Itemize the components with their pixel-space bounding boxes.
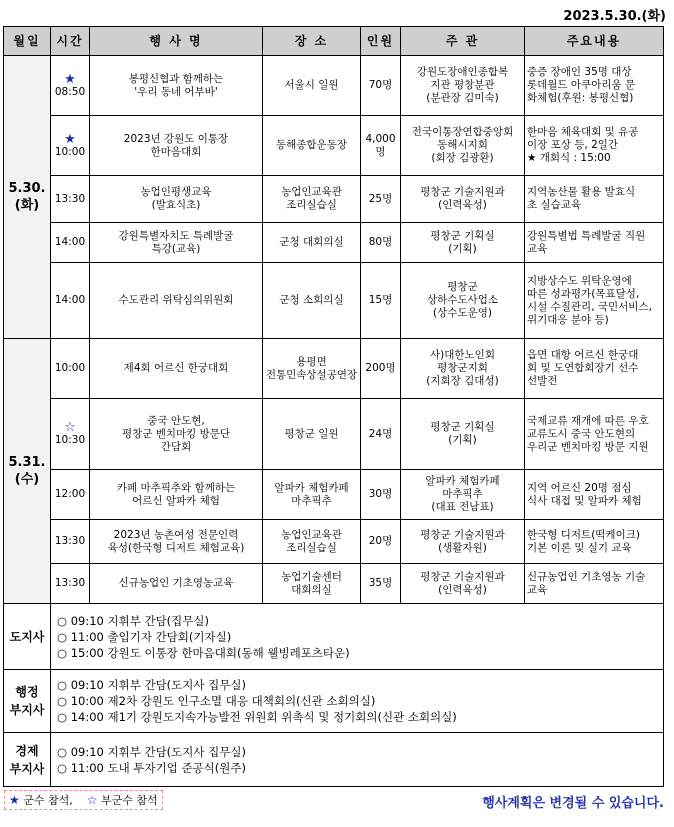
event-row bbox=[4, 520, 664, 564]
event-content-text: 국제교류 재개에 따른 우호 교류도시 중국 안도현의 우리군 벤치마킹 방문 지원 bbox=[527, 414, 649, 453]
filled-star-icon: ★ bbox=[9, 793, 20, 807]
event-content-text: 강원특별법 특례발굴 직원 교육 bbox=[527, 229, 646, 255]
event-content-text: 읍면 대항 어르신 한궁대 회 및 도연합회장기 선수 선발전 bbox=[527, 349, 639, 387]
event-people: 30명 bbox=[361, 470, 401, 520]
header-place: 장 소 bbox=[263, 27, 361, 56]
event-content bbox=[525, 263, 664, 339]
event-time bbox=[51, 223, 90, 263]
section-label: 행정 부지사 bbox=[4, 670, 51, 733]
event-content-text: 한마음 체육대회 및 유공 이장 포상 등, 2일간 bbox=[527, 126, 639, 151]
event-people: 15명 bbox=[361, 263, 401, 339]
event-place: 서울시 일원 bbox=[263, 56, 361, 116]
header-host: 주 관 bbox=[401, 27, 525, 56]
event-people: 25명 bbox=[361, 176, 401, 223]
header-row bbox=[4, 27, 664, 56]
event-name: 강원특별자치도 특례발굴 특강(교육) bbox=[90, 223, 263, 263]
event-time bbox=[51, 470, 90, 520]
event-time-value: 12:00 bbox=[54, 488, 86, 500]
event-place: 군청 소회의실 bbox=[263, 263, 361, 339]
event-time bbox=[51, 56, 90, 116]
event-name: 2023년 강원도 이통장 한마음대회 bbox=[90, 116, 263, 176]
event-content-text: 한국형 디저트(떡케이크) 기본 이론 및 실기 교육 bbox=[527, 528, 640, 554]
section-row bbox=[4, 604, 664, 670]
section-label: 경제 부지사 bbox=[4, 733, 51, 787]
section-row bbox=[4, 670, 664, 733]
document-date: 2023.5.30.(화) bbox=[563, 9, 666, 24]
event-row bbox=[4, 56, 664, 116]
header-people: 인원 bbox=[361, 27, 401, 56]
event-host: 평창군 기술지원과 (인력육성) bbox=[401, 176, 525, 223]
event-place: 농업기술센터 대회의실 bbox=[263, 564, 361, 604]
header-time: 시간 bbox=[51, 27, 90, 56]
event-row bbox=[4, 470, 664, 520]
event-content-extra: ★ 개회식 : 15:00 bbox=[527, 152, 611, 164]
header-date: 월일 bbox=[4, 27, 51, 56]
day-label: 5.31. (수) bbox=[4, 339, 51, 604]
event-name: 수도관리 위탁심의위원회 bbox=[90, 263, 263, 339]
event-place: 알파카 체험카페 마추픽추 bbox=[263, 470, 361, 520]
event-content bbox=[525, 116, 664, 176]
event-content bbox=[525, 520, 664, 564]
event-name: 봉평신협과 함께하는 '우리 동네 어부바' bbox=[90, 56, 263, 116]
event-host: 전국이통장연합중앙회 동해시지회 (회장 김광환) bbox=[401, 116, 525, 176]
event-people: 20명 bbox=[361, 520, 401, 564]
event-row bbox=[4, 176, 664, 223]
event-row bbox=[4, 263, 664, 339]
event-row bbox=[4, 339, 664, 399]
event-people: 80명 bbox=[361, 223, 401, 263]
event-row bbox=[4, 399, 664, 470]
event-content-text: 지방상수도 위탁운영에 따른 성과평가(목표달성, 시설 수질관리, 국민서비스, 위기대응 분야 등) bbox=[527, 274, 652, 326]
header-event: 행 사 명 bbox=[90, 27, 263, 56]
event-time-value: 14:00 bbox=[54, 236, 86, 248]
section-item: ○ 09:10 지휘부 간담(도지사 집무실) bbox=[57, 744, 246, 759]
change-notice: 행사계획은 변경될 수 있습니다. bbox=[482, 796, 664, 811]
event-people: 35명 bbox=[361, 564, 401, 604]
event-time-value: 10:30 bbox=[54, 434, 86, 446]
event-place: 평창군 일원 bbox=[263, 399, 361, 470]
section-item: ○ 15:00 강원도 이통장 한마음대회(동해 웰빙레포츠타운) bbox=[57, 645, 350, 660]
event-name: 제4회 어르신 한궁대회 bbox=[90, 339, 263, 399]
section-item: ○ 11:00 출입기자 간담회(기자실) bbox=[57, 629, 232, 644]
event-row bbox=[4, 116, 664, 176]
event-time bbox=[51, 520, 90, 564]
event-host: 평창군 상하수도사업소 (상수도운영) bbox=[401, 263, 525, 339]
event-content bbox=[525, 470, 664, 520]
event-time-value: 13:30 bbox=[54, 535, 86, 547]
header-content: 주요내용 bbox=[525, 27, 664, 56]
event-content-text: 중증 장애인 35명 대상 롯데월드 아쿠아리움 문 화체험(후원: 봉평신협) bbox=[527, 66, 636, 104]
event-host: 평창군 기획실 (기획) bbox=[401, 223, 525, 263]
event-time-value: 10:00 bbox=[54, 362, 86, 374]
day-label: 5.30. (화) bbox=[4, 56, 51, 339]
section-label: 도지사 bbox=[4, 604, 51, 670]
event-time bbox=[51, 399, 90, 470]
event-row bbox=[4, 564, 664, 604]
event-content bbox=[525, 176, 664, 223]
event-time-value: 13:30 bbox=[54, 577, 86, 589]
event-host: 평창군 기술지원과 (인력육성) bbox=[401, 564, 525, 604]
filled-star-icon: ★ bbox=[64, 131, 76, 147]
section-items bbox=[51, 670, 664, 733]
event-people: 24명 bbox=[361, 399, 401, 470]
event-place: 군청 대회의실 bbox=[263, 223, 361, 263]
event-host: 평창군 기술지원과 (생활자원) bbox=[401, 520, 525, 564]
event-name: 농업인평생교육 (발효식초) bbox=[90, 176, 263, 223]
event-place: 농업인교육관 조리실습실 bbox=[263, 520, 361, 564]
event-time bbox=[51, 564, 90, 604]
event-time bbox=[51, 176, 90, 223]
section-items bbox=[51, 733, 664, 787]
event-row bbox=[4, 223, 664, 263]
event-time-value: 10:00 bbox=[54, 145, 86, 158]
event-host: 알파카 체험카페 마추픽추 (대표 전남표) bbox=[401, 470, 525, 520]
event-people: 200명 bbox=[361, 339, 401, 399]
event-time bbox=[51, 116, 90, 176]
legend-filled-label: 군수 참석, bbox=[23, 794, 73, 807]
event-place: 농업인교육관 조리실습실 bbox=[263, 176, 361, 223]
event-content bbox=[525, 399, 664, 470]
event-content-text: 신규농업인 기초영농 기술 교육 bbox=[527, 570, 646, 596]
outline-star-icon: ☆ bbox=[64, 420, 76, 435]
event-time-value: 13:30 bbox=[54, 192, 86, 205]
event-time bbox=[51, 263, 90, 339]
legend bbox=[4, 790, 163, 810]
event-name: 중국 안도현, 평창군 벤치마킹 방문단 간담회 bbox=[90, 399, 263, 470]
section-item: ○ 11:00 도내 투자기업 준공식(원주) bbox=[57, 760, 246, 775]
event-content bbox=[525, 564, 664, 604]
section-item: ○ 09:10 지휘부 간담(도지사 집무실) bbox=[57, 678, 246, 692]
section-item: ○ 09:10 지휘부 간담(집무실) bbox=[57, 613, 209, 628]
schedule-table bbox=[3, 26, 664, 787]
section-item: ○ 14:00 제1기 강원도지속가능발전 위원회 위촉식 및 정기회의(신관 소회의실) bbox=[57, 710, 457, 724]
event-name: 2023년 농촌여성 전문인력 육성(한국형 디저트 체험교육) bbox=[90, 520, 263, 564]
event-content bbox=[525, 223, 664, 263]
section-items bbox=[51, 604, 664, 670]
legend-outline-label: 부군수 참석 bbox=[101, 794, 158, 807]
event-host: 사)대한노인회 평창군지회 (지회장 김대성) bbox=[401, 339, 525, 399]
event-time-value: 08:50 bbox=[54, 85, 86, 98]
event-time-value: 14:00 bbox=[54, 294, 86, 306]
event-host: 평창군 기획실 (기획) bbox=[401, 399, 525, 470]
outline-star-icon: ☆ bbox=[86, 793, 98, 807]
filled-star-icon: ★ bbox=[64, 71, 76, 87]
event-people: 4,000명 bbox=[361, 116, 401, 176]
event-content-text: 지역농산물 활용 발효식 초 실습교육 bbox=[527, 186, 636, 211]
event-time bbox=[51, 339, 90, 399]
event-content bbox=[525, 339, 664, 399]
event-name: 카페 마추픽추와 함께하는 어르신 알파카 체험 bbox=[90, 470, 263, 520]
event-name: 신규농업인 기초영농교육 bbox=[90, 564, 263, 604]
event-people: 70명 bbox=[361, 56, 401, 116]
event-content bbox=[525, 56, 664, 116]
section-item: ○ 10:00 제2차 강원도 인구소멸 대응 대책회의(신관 소회의실) bbox=[57, 694, 376, 708]
event-place: 동해종합운동장 bbox=[263, 116, 361, 176]
event-host: 강원도장애인종합복 지관 평창분관 (분관장 김미숙) bbox=[401, 56, 525, 116]
section-row bbox=[4, 733, 664, 787]
event-place: 용평면 전통민속상설공연장 bbox=[263, 339, 361, 399]
event-content-text: 지역 어르신 20명 점심 식사 대접 및 알파카 체험 bbox=[527, 481, 642, 507]
